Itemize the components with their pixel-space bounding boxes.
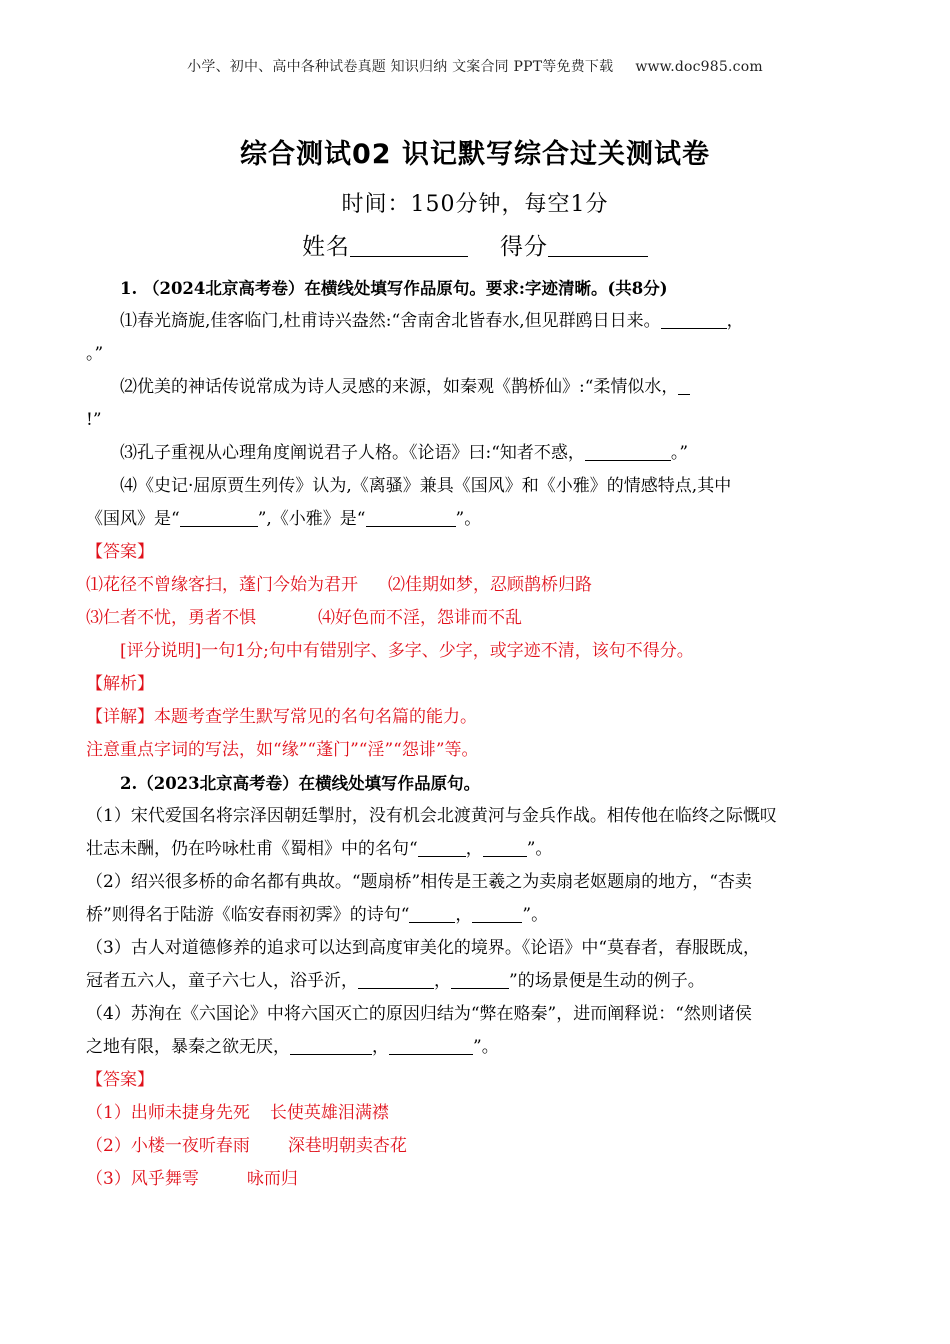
q2-item-4-end: ”。 <box>473 1037 499 1057</box>
q2-item-2: （2）绍兴很多桥的命名都有典故。“题扇桥”相传是王羲之为卖扇老妪题扇的地方，“杏卖 <box>86 872 752 892</box>
q2-item-3-comma: ， <box>434 971 451 991</box>
header-text: 小学、初中、高中各种试卷真题 知识归纳 文案合同 PPT等免费下载 <box>187 59 614 75</box>
q1-answer-label: 【答案】 <box>86 542 154 562</box>
q2-item-2-end: ”。 <box>522 905 549 925</box>
q2-item-4: （4）苏洵在《六国论》中将六国灭亡的原因归结为“弊在赂秦”，进而阐释说：“然则诸侯 <box>86 1004 752 1024</box>
q1-item-1-text: ⑴春光旖旎,佳客临门,杜甫诗兴盎然:“舍南舍北皆春水,但见群鸥日日来。 <box>120 311 661 331</box>
q2-answer-2b: 深巷明朝卖杏花 <box>287 1136 407 1156</box>
q1-blank-4 <box>180 509 258 527</box>
name-label: 姓名 <box>302 234 350 260</box>
q1-item-4-end: ”。 <box>455 509 482 529</box>
q1-item-3-text: ⑶孔子重视从心理角度阐说君子人格。《论语》曰:“知者不惑， <box>120 443 585 463</box>
q2-blank-1 <box>418 839 466 857</box>
score-blank <box>548 233 648 257</box>
q1-answer-1: ⑴花径不曾缘客扫，蓬门今始为君开 <box>86 575 358 595</box>
q1-answer-row-2 <box>86 602 866 635</box>
q1-item-1-end: 。” <box>86 344 104 364</box>
q1-blank-3 <box>585 443 671 461</box>
question-2-heading: 2.（2023北京高考卷）在横线处填写作品原句。 <box>120 774 481 793</box>
q1-blank-5 <box>366 509 456 527</box>
q1-blank-1 <box>661 311 727 329</box>
q1-scoring-note: [评分说明]一句1分;句中有错别字、多字、少字，或字迹不清，该句不得分。 <box>120 641 694 661</box>
q2-answer-3 <box>86 1163 866 1196</box>
q1-item-2 <box>86 371 866 404</box>
q2-answer-2 <box>86 1130 866 1163</box>
q2-item-3-end: ”的场景便是生动的例子。 <box>509 971 705 991</box>
q2-item-2-comma: ， <box>455 905 473 925</box>
q2-item-1-end: ”。 <box>526 839 553 859</box>
q2-item-3: （3）古人对道德修养的追求可以达到高度审美化的境界。《论语》中“莫春者，春服既成， <box>86 938 761 958</box>
q1-blank-2 <box>678 377 690 395</box>
name-score-row <box>0 228 950 261</box>
exam-content <box>86 272 866 1196</box>
q2-blank-2 <box>483 839 527 857</box>
q2-blank-5 <box>358 971 434 989</box>
q2-answer-3b: 咏而归 <box>246 1169 298 1189</box>
q2-item-4-cont <box>86 1031 866 1064</box>
q1-item-1-comma: ， <box>726 311 744 331</box>
q2-item-1-cont <box>86 833 866 866</box>
page-header <box>0 56 950 76</box>
q2-answer-1b: 长使英雄泪满襟 <box>269 1103 389 1123</box>
q2-answer-label: 【答案】 <box>86 1070 154 1090</box>
q2-item-3-text: 冠者五六人，童子六七人，浴乎沂， <box>86 971 358 991</box>
q2-answer-1a: （1）出师未捷身先死 <box>86 1103 250 1123</box>
q1-analysis-label: 【解析】 <box>86 674 154 694</box>
q2-item-1-text: 壮志未酬，仍在吟咏杜甫《蜀相》中的名句“ <box>86 839 418 859</box>
q1-item-1-cont <box>86 338 866 371</box>
q1-item-4-text: 《国风》是“ <box>86 509 180 529</box>
q2-item-3-cont <box>86 965 866 998</box>
q2-item-4-comma: ， <box>372 1037 389 1057</box>
q1-item-3 <box>86 437 866 470</box>
q2-item-1: （1）宋代爱国名将宗泽因朝廷掣肘，没有机会北渡黄河与金兵作战。相传他在临终之际慨叹 <box>86 806 777 826</box>
time-info: 时间：150分钟，每空1分 <box>341 192 609 217</box>
q2-blank-3 <box>409 905 455 923</box>
q1-detail: 【详解】本题考查学生默写常见的名句名篇的能力。 <box>86 707 477 727</box>
question-1-heading: 1. （2024北京高考卷）在横线处填写作品原句。要求:字迹清晰。(共8分) <box>120 279 668 298</box>
q1-item-4: ⑷《史记·屈原贾生列传》认为,《离骚》兼具《国风》和《小雅》的情感特点,其中 <box>120 476 732 496</box>
header-url[interactable]: www.doc985.com <box>635 59 763 75</box>
q1-answer-row-1 <box>86 569 866 602</box>
q2-blank-4 <box>472 905 522 923</box>
q2-blank-7 <box>290 1037 372 1055</box>
q1-item-3-end: 。” <box>670 443 689 463</box>
q1-item-2-end: !” <box>86 410 102 430</box>
q1-item-2-text: ⑵优美的神话传说常成为诗人灵感的来源，如秦观《鹊桥仙》:“柔情似水， <box>120 377 679 397</box>
q2-answer-2a: （2）小楼一夜听春雨 <box>86 1136 250 1156</box>
score-label: 得分 <box>500 234 548 260</box>
q2-item-1-comma: ， <box>465 839 483 859</box>
q2-answer-1 <box>86 1097 866 1130</box>
q2-item-4-text: 之地有限，暴秦之欲无厌， <box>86 1037 290 1057</box>
q2-blank-6 <box>451 971 509 989</box>
q1-item-2-cont <box>86 404 866 437</box>
q1-item-4-mid: ”,《小雅》是“ <box>257 509 366 529</box>
name-blank <box>350 233 468 257</box>
q1-answer-3: ⑶仁者不忧，勇者不惧 <box>86 608 256 628</box>
q1-item-1 <box>86 305 866 338</box>
q2-answer-3a: （3）风乎舞雩 <box>86 1169 199 1189</box>
q1-item-4-cont <box>86 503 866 536</box>
page-title: 综合测试02 识记默写综合过关测试卷 <box>240 139 710 170</box>
q1-note: 注意重点字词的写法，如“缘”“蓬门”“淫”“怨诽”等。 <box>86 740 479 760</box>
q2-item-2-text: 桥”则得名于陆游《临安春雨初霁》的诗句“ <box>86 905 410 925</box>
q2-item-2-cont <box>86 899 866 932</box>
q1-answer-4: ⑷好色而不淫，怨诽而不乱 <box>318 608 522 628</box>
q1-answer-2: ⑵佳期如梦，忍顾鹊桥归路 <box>388 575 592 595</box>
q2-blank-8 <box>389 1037 473 1055</box>
